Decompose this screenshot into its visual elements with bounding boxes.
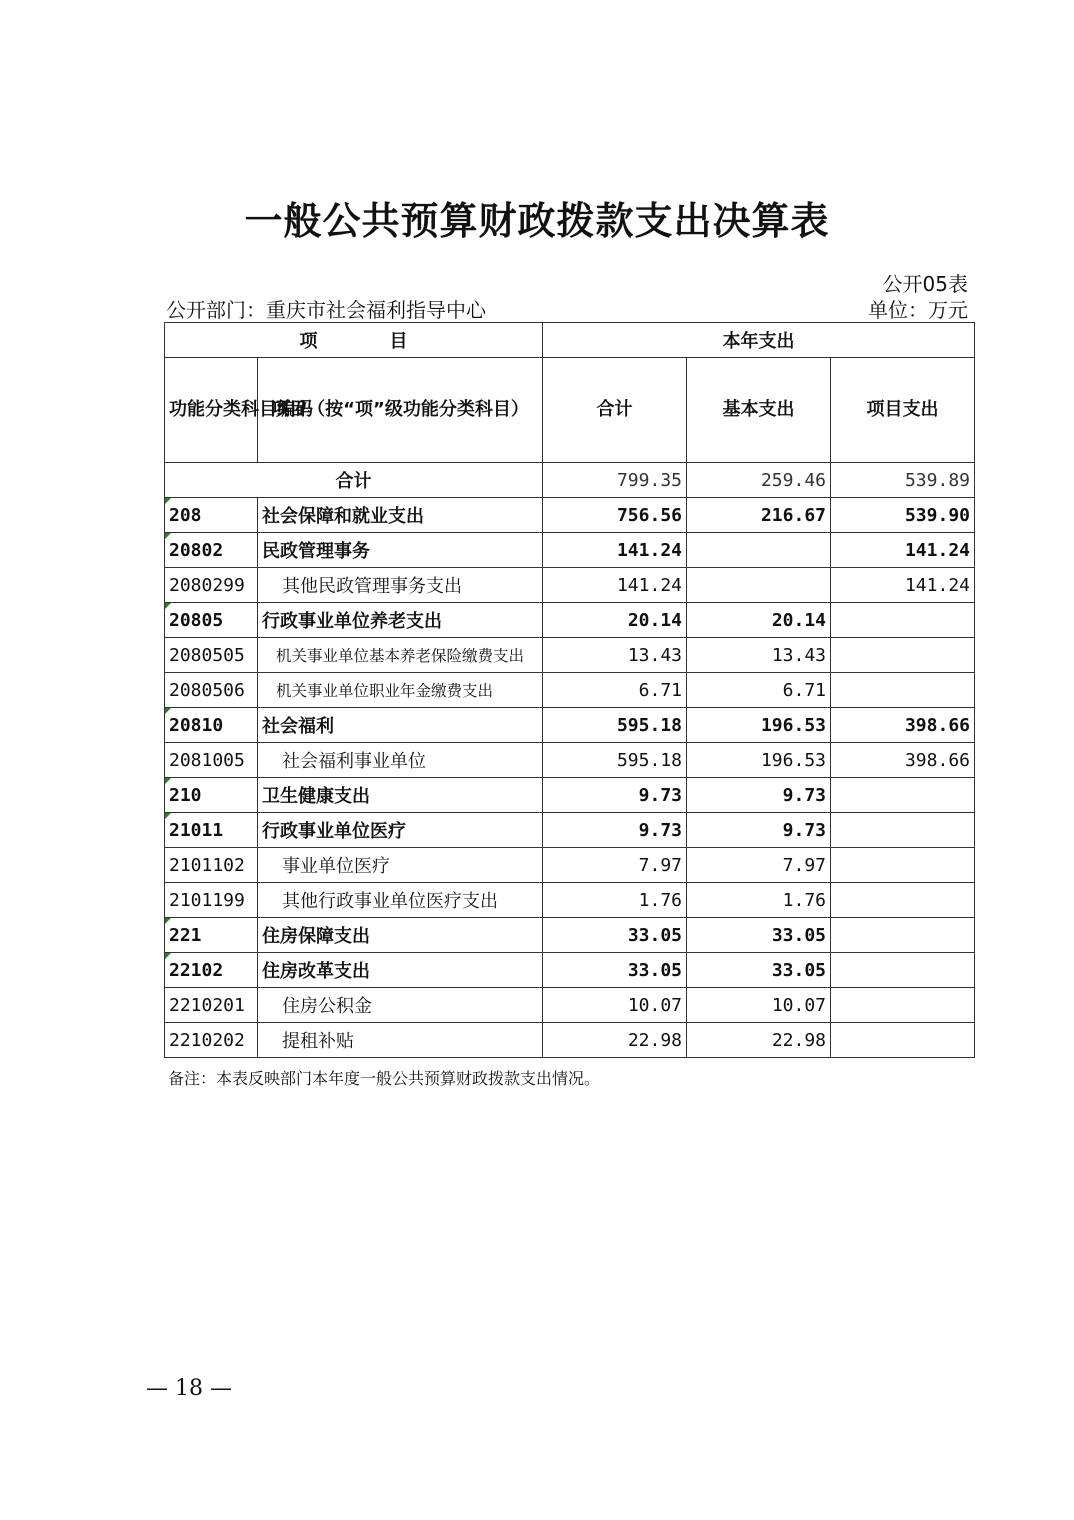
row-basic: 7.97 — [687, 848, 831, 883]
row-basic: 1.76 — [687, 883, 831, 918]
row-total: 9.73 — [543, 813, 687, 848]
row-name: 社会保障和就业支出 — [258, 498, 543, 533]
total-row-total: 799.35 — [543, 463, 687, 498]
row-total: 595.18 — [543, 743, 687, 778]
row-basic: 6.71 — [687, 673, 831, 708]
row-code: 2080299 — [165, 568, 258, 603]
row-project: 398.66 — [831, 708, 975, 743]
row-basic: 33.05 — [687, 953, 831, 988]
table-row — [165, 673, 975, 708]
row-total: 6.71 — [543, 673, 687, 708]
row-total: 22.98 — [543, 1023, 687, 1058]
code-column-header: 功能分类科目编码 — [165, 358, 258, 463]
row-project — [831, 918, 975, 953]
row-basic: 33.05 — [687, 918, 831, 953]
row-name: 住房公积金 — [258, 988, 543, 1023]
row-project — [831, 1023, 975, 1058]
item-group-header: 项 目 — [165, 323, 543, 358]
row-code: 2210202 — [165, 1023, 258, 1058]
row-name: 社会福利 — [258, 708, 543, 743]
table-row — [165, 743, 975, 778]
row-basic: 196.53 — [687, 743, 831, 778]
row-project: 398.66 — [831, 743, 975, 778]
row-name: 行政事业单位医疗 — [258, 813, 543, 848]
row-name: 住房改革支出 — [258, 953, 543, 988]
total-row — [165, 463, 975, 498]
row-total: 595.18 — [543, 708, 687, 743]
total-row-basic: 259.46 — [687, 463, 831, 498]
row-total: 33.05 — [543, 918, 687, 953]
row-total: 20.14 — [543, 603, 687, 638]
row-total: 141.24 — [543, 533, 687, 568]
basic-column-header: 基本支出 — [687, 358, 831, 463]
row-code: 221 — [165, 918, 258, 953]
page-number: — 18 — — [146, 1376, 232, 1401]
row-total: 7.97 — [543, 848, 687, 883]
row-code: 208 — [165, 498, 258, 533]
row-code: 22102 — [165, 953, 258, 988]
table-code: 公开05表 — [882, 272, 968, 296]
row-code: 2080506 — [165, 673, 258, 708]
row-name: 事业单位医疗 — [258, 848, 543, 883]
table-row — [165, 953, 975, 988]
table-row — [165, 1023, 975, 1058]
expenditure-table — [164, 322, 975, 1058]
total-row-label: 合计 — [165, 463, 543, 498]
year-group-header: 本年支出 — [543, 323, 975, 358]
page-title: 一般公共预算财政拨款支出决算表 — [244, 199, 830, 243]
row-code: 20805 — [165, 603, 258, 638]
table-row — [165, 883, 975, 918]
row-total: 13.43 — [543, 638, 687, 673]
table-row — [165, 813, 975, 848]
table-row — [165, 988, 975, 1023]
row-project — [831, 953, 975, 988]
row-name: 卫生健康支出 — [258, 778, 543, 813]
footnote: 备注：本表反映部门本年度一般公共预算财政拨款支出情况。 — [168, 1069, 601, 1088]
row-name: 其他民政管理事务支出 — [258, 568, 543, 603]
row-code: 2101199 — [165, 883, 258, 918]
row-code: 21011 — [165, 813, 258, 848]
row-name: 民政管理事务 — [258, 533, 543, 568]
header-row-1 — [165, 323, 975, 358]
row-code: 2081005 — [165, 743, 258, 778]
row-total: 756.56 — [543, 498, 687, 533]
row-name: 机关事业单位基本养老保险缴费支出 — [258, 638, 543, 673]
row-code: 20802 — [165, 533, 258, 568]
department-label: 公开部门：重庆市社会福利指导中心 — [166, 298, 486, 322]
row-project — [831, 988, 975, 1023]
row-code: 210 — [165, 778, 258, 813]
row-basic: 20.14 — [687, 603, 831, 638]
row-basic: 196.53 — [687, 708, 831, 743]
row-name: 机关事业单位职业年金缴费支出 — [258, 673, 543, 708]
table-row — [165, 848, 975, 883]
row-basic: 9.73 — [687, 778, 831, 813]
row-project: 539.90 — [831, 498, 975, 533]
table-row — [165, 568, 975, 603]
table-row — [165, 778, 975, 813]
table-row — [165, 638, 975, 673]
row-project: 141.24 — [831, 533, 975, 568]
unit-label: 单位：万元 — [868, 298, 968, 322]
row-project — [831, 673, 975, 708]
row-name: 行政事业单位养老支出 — [258, 603, 543, 638]
total-row-project: 539.89 — [831, 463, 975, 498]
row-project — [831, 638, 975, 673]
row-project — [831, 778, 975, 813]
row-name: 提租补贴 — [258, 1023, 543, 1058]
row-name: 社会福利事业单位 — [258, 743, 543, 778]
row-basic: 10.07 — [687, 988, 831, 1023]
row-total: 1.76 — [543, 883, 687, 918]
row-basic — [687, 568, 831, 603]
row-project — [831, 883, 975, 918]
table-row — [165, 533, 975, 568]
row-code: 2101102 — [165, 848, 258, 883]
table-row — [165, 498, 975, 533]
row-basic: 9.73 — [687, 813, 831, 848]
row-basic — [687, 533, 831, 568]
row-basic: 22.98 — [687, 1023, 831, 1058]
total-column-header: 合计 — [543, 358, 687, 463]
table-row — [165, 603, 975, 638]
row-total: 10.07 — [543, 988, 687, 1023]
row-total: 33.05 — [543, 953, 687, 988]
row-code: 2210201 — [165, 988, 258, 1023]
row-basic: 216.67 — [687, 498, 831, 533]
project-column-header: 项目支出 — [831, 358, 975, 463]
row-name: 其他行政事业单位医疗支出 — [258, 883, 543, 918]
header-row-2 — [165, 358, 975, 463]
row-basic: 13.43 — [687, 638, 831, 673]
table-row — [165, 708, 975, 743]
row-project — [831, 603, 975, 638]
row-project: 141.24 — [831, 568, 975, 603]
row-name: 住房保障支出 — [258, 918, 543, 953]
row-code: 2080505 — [165, 638, 258, 673]
name-column-header: 项目（按“项”级功能分类科目） — [258, 358, 543, 463]
row-total: 141.24 — [543, 568, 687, 603]
row-project — [831, 848, 975, 883]
row-code: 20810 — [165, 708, 258, 743]
row-project — [831, 813, 975, 848]
row-total: 9.73 — [543, 778, 687, 813]
table-row — [165, 918, 975, 953]
